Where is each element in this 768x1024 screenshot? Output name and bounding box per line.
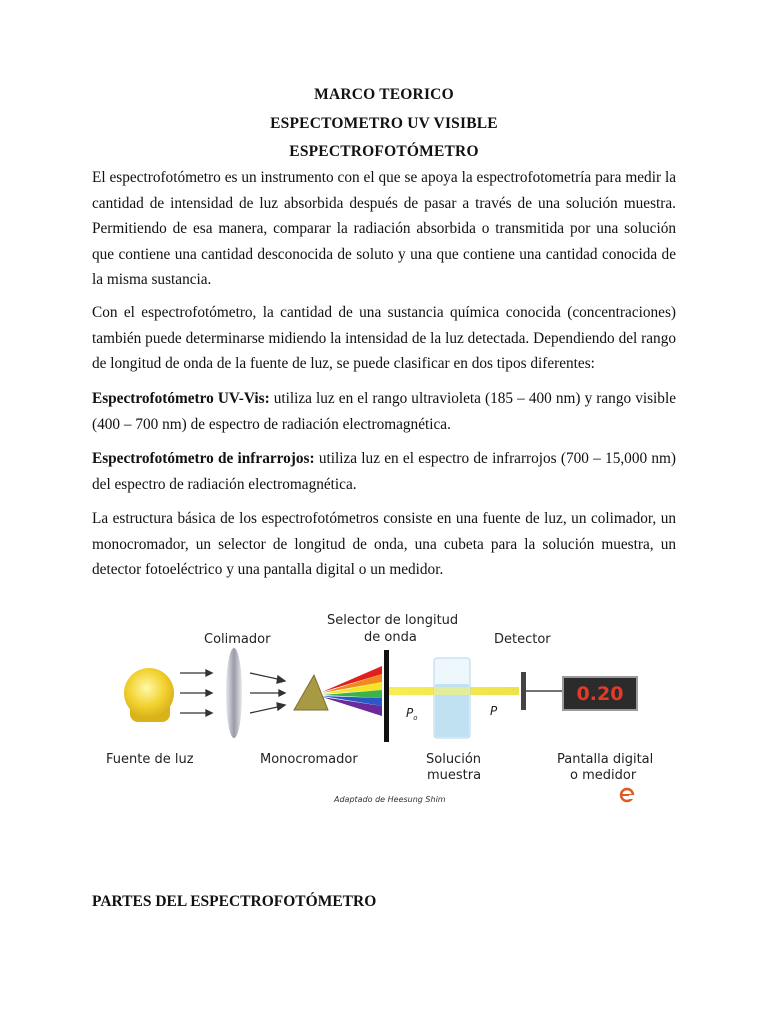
label-monocromador: Monocromador — [260, 752, 358, 767]
label-colimador: Colimador — [204, 632, 271, 647]
text-infrared: utiliza luz en el espectro de infrarrojos (700 – 15,000 nm) del espectro de radiación electromagnética. — [92, 450, 676, 493]
term-uv-vis: Espectrofotómetro UV-Vis: — [92, 390, 270, 407]
paragraph-concentration: Con el espectrofotómetro, la cantidad de una sustancia química conocida (concentraciones) también puede determinarse midiendo la intensidad de la luz detectada. Dependiendo del rango de longitud de onda de la fuente de luz, se puede clasificar en dos tipos diferentes: — [92, 304, 676, 372]
source-arrows — [180, 670, 212, 716]
label-fuente-de-luz: Fuente de luz — [106, 752, 194, 767]
paragraph-uv-vis — [92, 386, 676, 437]
title-espectrofotometro: ESPECTROFOTÓMETRO — [289, 143, 479, 160]
display-value: 0.20 — [576, 683, 624, 705]
collimator-arrows — [250, 673, 285, 713]
monochromator-prism — [294, 675, 328, 710]
label-selector-line2: de onda — [364, 630, 417, 645]
wavelength-selector — [384, 650, 389, 742]
text-uv-vis: utiliza luz en el rango ultravioleta (185 – 400 nm) y rango visible (400 – 700 nm) de espectro de radiación electromagnética. — [92, 390, 676, 433]
label-detector: Detector — [494, 632, 551, 647]
term-infrared: Espectrofotómetro de infrarrojos: — [92, 450, 315, 467]
diagram-svg — [92, 606, 676, 806]
paragraph-infrared — [92, 446, 676, 497]
light-source-lamp — [124, 668, 174, 718]
spectrophotometer-diagram — [92, 606, 676, 806]
figure-credit: Adaptado de Heesung Shim — [334, 795, 446, 804]
label-solucion-line2: muestra — [427, 768, 482, 783]
label-p0: $P_o$ — [406, 706, 418, 722]
paragraph-intro: El espectrofotómetro es un instrumento con el que se apoya la espectrofotometría para medir la cantidad de intensidad de luz absorbida después de pasar a través de una solución muestra. Permitiendo de esa manera, comparar la radiación absorbida o transmitida por una solución que contiene una cantidad desconocida de soluto y una que contiene una cantidad conocida de la misma sustancia. — [92, 169, 676, 288]
label-selector-line1: Selector de longitud — [327, 613, 459, 628]
label-pantalla-line1: Pantalla digital — [557, 752, 654, 767]
label-solucion-line1: Solución — [426, 752, 482, 767]
detector-plate — [521, 672, 526, 710]
section-title-partes: PARTES DEL ESPECTROFOTÓMETRO — [92, 893, 377, 910]
beam-through-sample — [434, 687, 470, 695]
title-espectometro-uv: ESPECTOMETRO UV VISIBLE — [270, 115, 498, 132]
spectrum-rays — [322, 666, 382, 716]
title-marco-teorico: MARCO TEORICO — [314, 86, 454, 103]
label-pantalla-line2: o medidor — [570, 768, 637, 783]
paragraph-structure: La estructura básica de los espectrofotómetros consiste en una fuente de luz, un colimador, un monocromador, un selector de longitud de onda, una cubeta para la solución muestra, un detector fotoeléctrico y una pantalla digital o un medidor. — [92, 510, 676, 578]
label-p: P — [490, 704, 498, 718]
e-logo-icon — [621, 789, 634, 801]
collimator-lens — [226, 648, 242, 738]
